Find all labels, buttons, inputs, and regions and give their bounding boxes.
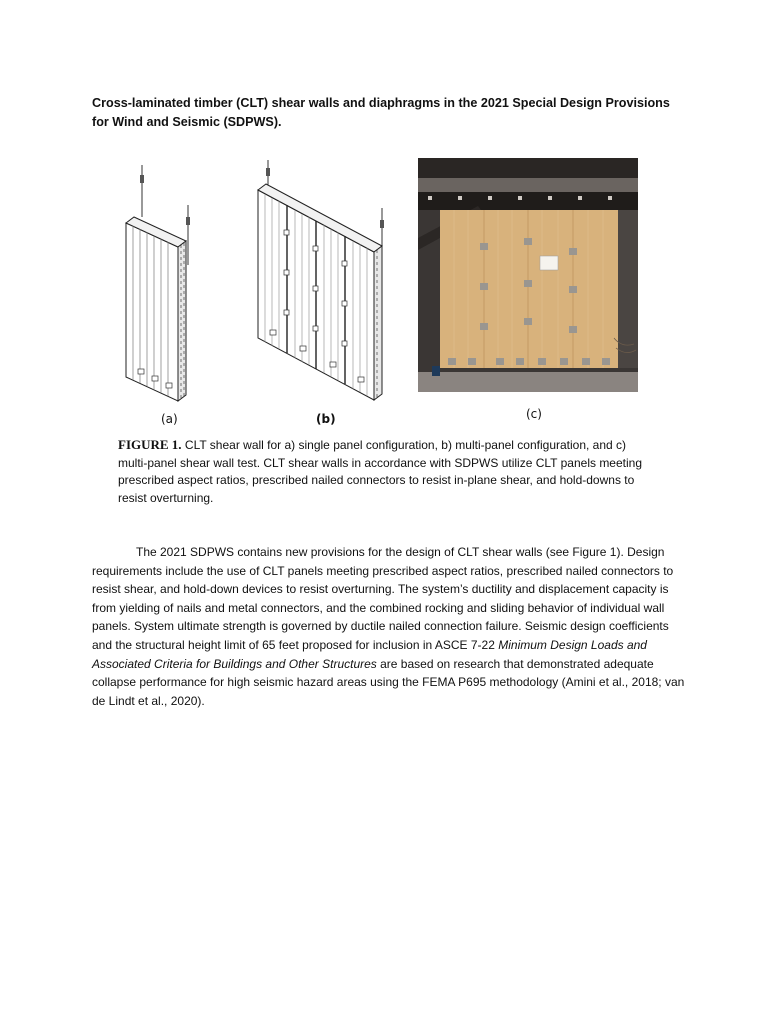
figure-caption-text: CLT shear wall for a) single panel configuration, b) multi-panel configuration, and c) multi-panel shear wall test. CLT shear walls in accordance with SDPWS utilize CLT panels meeting prescribed aspect ratios, prescribed nailed connectors to resist in-plane shear, and hold-downs to resist overturning. xyxy=(118,438,643,505)
figure-c-wall-test-photo xyxy=(418,158,638,392)
figure-a-label: (a) xyxy=(161,412,178,426)
figure-caption-label: FIGURE 1. xyxy=(118,437,182,452)
figure-a-single-panel-drawing xyxy=(118,165,200,405)
figure-b-multi-panel-drawing xyxy=(250,160,400,405)
body-text-part2: are based on research that demonstrated adequate collapse performance for high seismic hazard areas using the FEMA P695 methodology (Amini et al., 2018; van de Lindt et al., 2020). xyxy=(92,656,685,708)
body-paragraph xyxy=(92,543,688,710)
body-text-italic-title: Minimum Design Loads and Associated Criteria for Buildings and Other Structures xyxy=(92,637,647,671)
figure-c-label: (c) xyxy=(526,407,542,421)
figure-caption xyxy=(118,436,658,507)
document-heading: Cross-laminated timber (CLT) shear walls and diaphragms in the 2021 Special Design Provisions for Wind and Seismic (SDPWS). xyxy=(92,96,670,129)
body-text-part1: The 2021 SDPWS contains new provisions for the design of CLT shear walls (see Figure 1). Design requirements include the use of CLT panels meeting prescribed aspect ratios, prescribed nailed connectors to resist shear, and hold-down devices to resist overturning. The system’s ductility and displacement capacity is from yielding of nails and metal connectors, and the combined rocking and sliding behavior of individual wall panels. System ultimate strength is governed by ductile nailed connection failure. Seismic design coefficients and the structural height limit of 65 feet proposed for inclusion in ASCE 7-22 xyxy=(92,545,674,652)
figure-b-label: (b) xyxy=(316,412,336,426)
